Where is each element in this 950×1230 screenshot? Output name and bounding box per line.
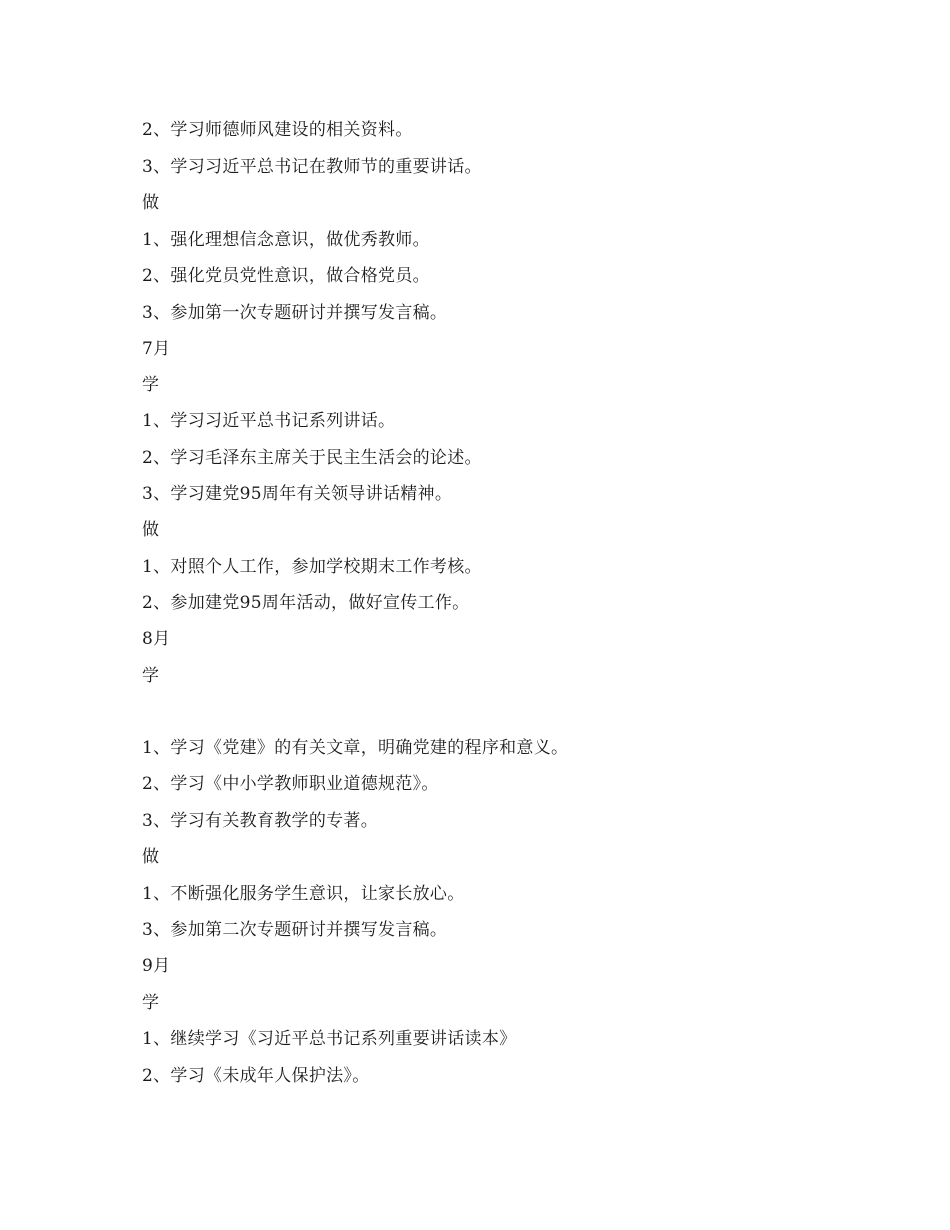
- section-heading-do: 做: [142, 847, 160, 867]
- text-line: 1、不断强化服务学生意识，让家长放心。: [142, 884, 465, 904]
- text-line: 1、学习习近平总书记系列讲话。: [142, 411, 396, 431]
- section-heading-do: 做: [142, 520, 160, 540]
- text-line: 1、继续学习《习近平总书记系列重要讲话读本》: [142, 1029, 517, 1049]
- text-line: 2、参加建党95周年活动，做好宣传工作。: [142, 593, 470, 613]
- text-line: 3、参加第一次专题研讨并撰写发言稿。: [142, 303, 448, 323]
- section-heading-study: 学: [142, 993, 160, 1013]
- section-heading-do: 做: [142, 193, 160, 213]
- section-heading-study: 学: [142, 666, 160, 686]
- text-line: 3、学习习近平总书记在教师节的重要讲话。: [142, 157, 482, 177]
- text-line: 2、学习《中小学教师职业道德规范》。: [142, 774, 439, 794]
- text-line: 3、参加第二次专题研讨并撰写发言稿。: [142, 920, 448, 940]
- section-heading-study: 学: [142, 375, 160, 395]
- month-heading: 8月: [142, 629, 171, 649]
- text-line: 2、学习师德师风建设的相关资料。: [142, 120, 413, 140]
- text-line: 2、学习《未成年人保护法》。: [142, 1066, 370, 1086]
- text-line: 1、对照个人工作，参加学校期末工作考核。: [142, 557, 482, 577]
- text-line: 1、学习《党建》的有关文章，明确党建的程序和意义。: [142, 738, 569, 758]
- text-line: 2、强化党员党性意识，做合格党员。: [142, 266, 430, 286]
- text-line: 1、强化理想信念意识，做优秀教师。: [142, 230, 430, 250]
- text-line: 3、学习有关教育教学的专著。: [142, 811, 379, 831]
- text-line: 2、学习毛泽东主席关于民主生活会的论述。: [142, 448, 482, 468]
- month-heading: 7月: [142, 339, 171, 359]
- text-line: 3、学习建党95周年有关领导讲话精神。: [142, 484, 453, 504]
- month-heading: 9月: [142, 956, 171, 976]
